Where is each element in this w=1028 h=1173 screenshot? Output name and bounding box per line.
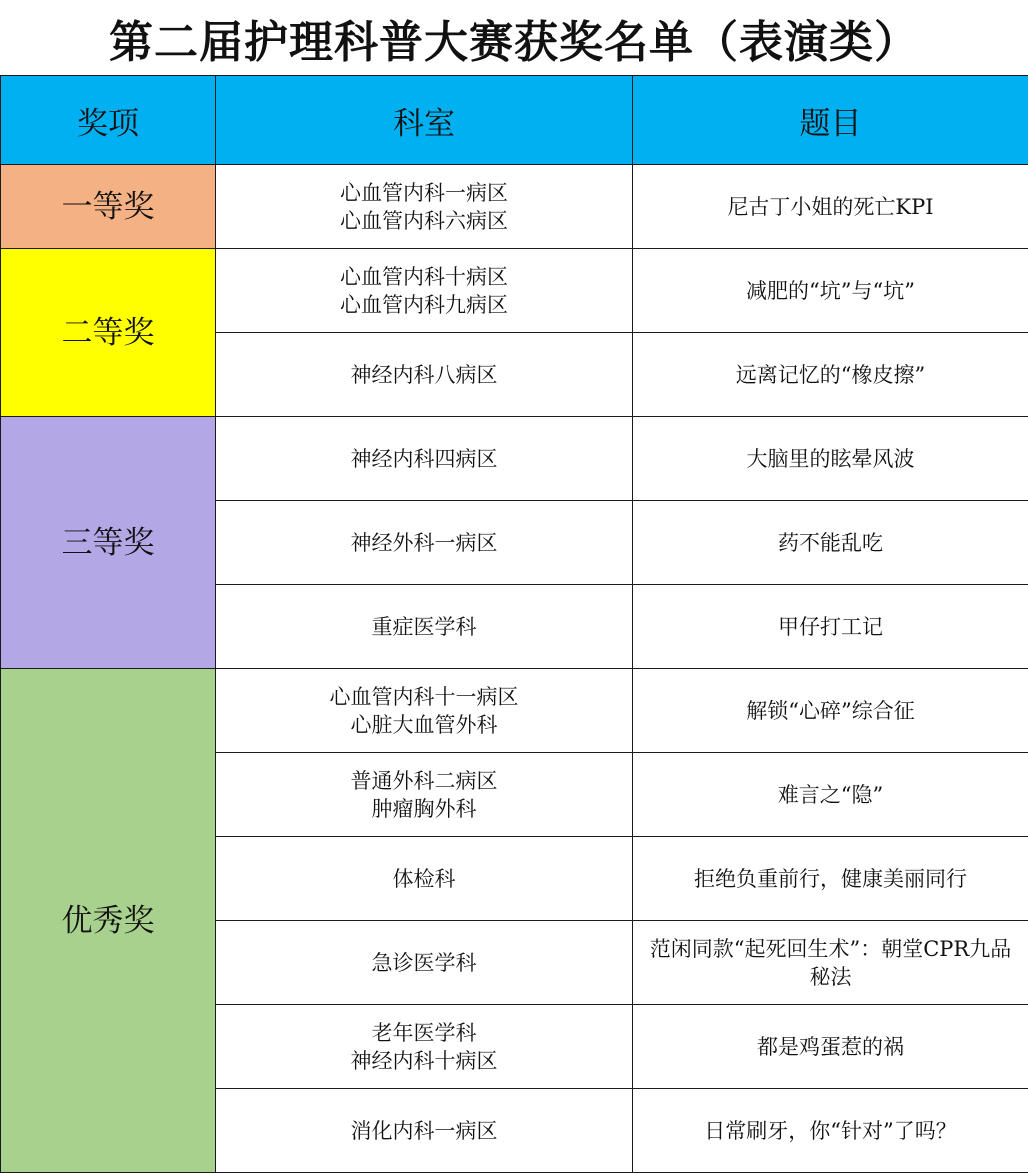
topic-line: 范闲同款“起死回生术”：朝堂CPR九品 <box>649 936 1012 961</box>
department-line: 心脏大血管外科 <box>350 712 498 737</box>
department-cell <box>216 837 633 921</box>
department-line: 心血管内科六病区 <box>340 208 508 233</box>
department-cell <box>216 249 633 333</box>
topic-cell <box>633 753 1028 837</box>
department-line: 消化内科一病区 <box>350 1118 498 1143</box>
page-title: 第二届护理科普大赛获奖名单（表演类） <box>109 16 919 68</box>
award-cell: 优秀奖 <box>1 669 216 1173</box>
topic-cell <box>633 333 1028 417</box>
department-line: 心血管内科十病区 <box>340 264 508 289</box>
topic-line: 大脑里的眩晕风波 <box>746 446 915 471</box>
topic-cell <box>633 921 1028 1005</box>
award-cell: 一等奖 <box>1 165 216 249</box>
header-department: 科室 <box>216 76 633 165</box>
topic-line: 尼古丁小姐的死亡KPI <box>727 194 934 219</box>
department-line: 心血管内科十一病区 <box>329 684 519 709</box>
department-line: 体检科 <box>392 866 456 891</box>
award-cell: 二等奖 <box>1 249 216 417</box>
department-cell <box>216 585 633 669</box>
topic-line: 远离记忆的“橡皮擦” <box>735 362 926 387</box>
department-line: 肿瘤胸外科 <box>371 796 477 821</box>
department-line: 神经内科八病区 <box>350 362 498 387</box>
topic-line: 药不能乱吃 <box>778 530 883 555</box>
topic-cell <box>633 501 1028 585</box>
department-line: 重症医学科 <box>371 614 477 639</box>
department-cell <box>216 333 633 417</box>
department-line: 老年医学科 <box>371 1020 477 1045</box>
department-line: 神经内科十病区 <box>350 1048 498 1073</box>
topic-cell <box>633 249 1028 333</box>
table-row <box>1 669 1028 753</box>
department-line: 急诊医学科 <box>371 950 477 975</box>
department-cell <box>216 1005 633 1089</box>
topic-line: 秘法 <box>809 964 852 989</box>
topic-cell <box>633 1089 1028 1173</box>
department-line: 心血管内科九病区 <box>340 292 508 317</box>
topic-cell <box>633 669 1028 753</box>
topic-cell <box>633 837 1028 921</box>
table-row <box>1 165 1028 249</box>
topic-line: 解锁“心碎”综合征 <box>746 698 915 723</box>
topic-cell <box>633 417 1028 501</box>
topic-cell <box>633 585 1028 669</box>
table-row <box>1 249 1028 333</box>
topic-line: 日常刷牙，你“针对”了吗？ <box>704 1118 957 1143</box>
department-cell <box>216 921 633 1005</box>
department-cell <box>216 753 633 837</box>
department-cell <box>216 1089 633 1173</box>
topic-line: 难言之“隐” <box>777 782 884 807</box>
topic-line: 甲仔打工记 <box>778 614 883 639</box>
department-line: 神经内科四病区 <box>350 446 498 471</box>
award-cell: 三等奖 <box>1 417 216 669</box>
table-header-row <box>1 76 1028 165</box>
department-cell <box>216 669 633 753</box>
topic-line: 都是鸡蛋惹的祸 <box>757 1034 904 1059</box>
department-line: 心血管内科一病区 <box>340 180 508 205</box>
topic-cell <box>633 165 1028 249</box>
table-body <box>1 165 1028 1173</box>
topic-cell <box>633 1005 1028 1089</box>
table-row <box>1 417 1028 501</box>
header-award: 奖项 <box>1 76 216 165</box>
department-cell <box>216 417 633 501</box>
department-line: 神经外科一病区 <box>350 530 498 555</box>
topic-line: 减肥的“坑”与“坑” <box>746 278 915 303</box>
department-cell <box>216 501 633 585</box>
header-topic: 题目 <box>633 76 1028 165</box>
topic-line: 拒绝负重前行，健康美丽同行 <box>694 866 967 891</box>
award-table <box>0 75 1028 1173</box>
department-line: 普通外科二病区 <box>350 768 498 793</box>
department-cell <box>216 165 633 249</box>
